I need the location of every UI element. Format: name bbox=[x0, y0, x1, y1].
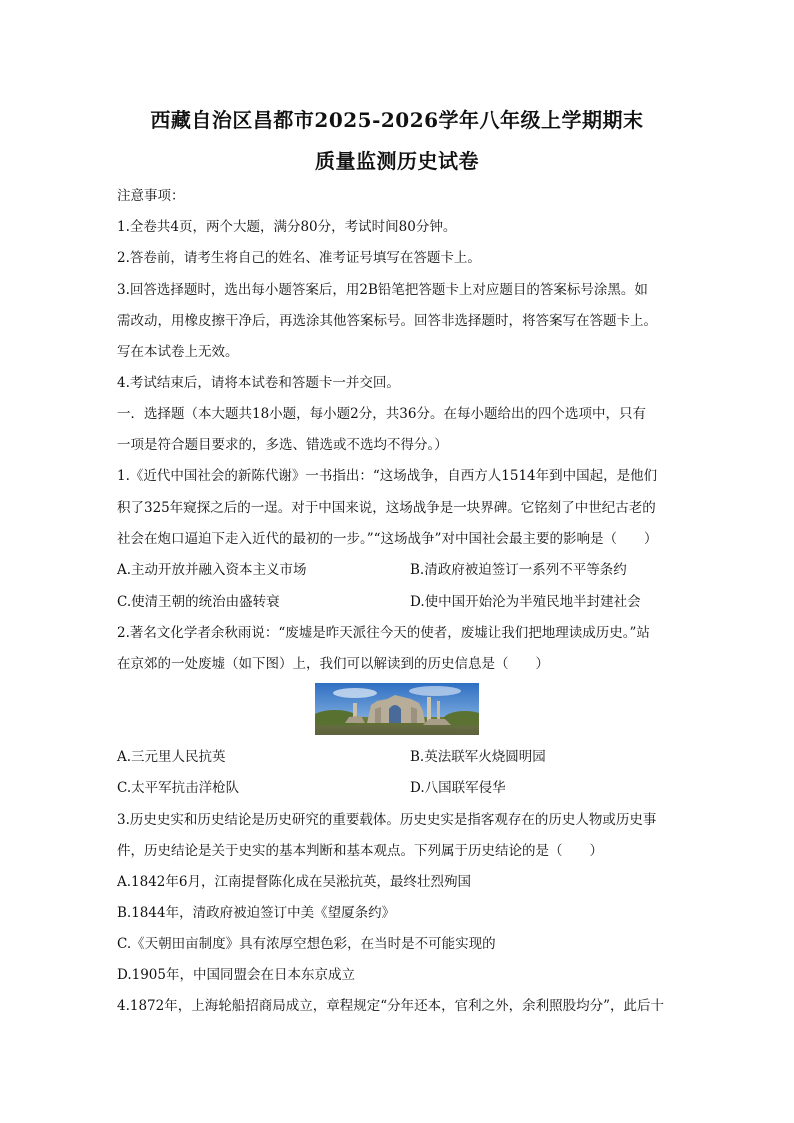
q1-option-d: D.使中国开始沦为半殖民地半封建社会 bbox=[410, 594, 641, 610]
note-3-line2: 需改动，用橡皮擦干净后，再选涂其他答案标号。回答非选择题时，将答案写在答题卡上。 bbox=[117, 313, 657, 329]
q3-stem-line2: 件，历史结论是关于史实的基本判断和基本观点。下列属于历史结论的是（ ） bbox=[117, 843, 603, 859]
exam-title-line2: 质量监测历史试卷 bbox=[315, 149, 479, 173]
section-1-heading-line1: 一．选择题（本大题共18小题，每小题2分，共36分。在每小题给出的四个选项中，只有 bbox=[117, 406, 646, 422]
q3-option-a: A.1842年6月，江南提督陈化成在吴淞抗英，最终壮烈殉国 bbox=[117, 874, 471, 890]
section-1-heading-line2: 一项是符合题目要求的，多选、错选或不选均不得分。） bbox=[117, 437, 448, 453]
q2-option-a: A.三元里人民抗英 bbox=[117, 749, 226, 765]
note-3-line3: 写在本试卷上无效。 bbox=[117, 344, 239, 360]
ruins-photo bbox=[315, 683, 479, 735]
q1-option-b: B.清政府被迫签订一系列不平等条约 bbox=[410, 562, 627, 578]
q3-option-d: D.1905年，中国同盟会在日本东京成立 bbox=[117, 967, 355, 983]
q3-option-b: B.1844年，清政府被迫签订中美《望厦条约》 bbox=[117, 905, 396, 921]
note-4: 4.考试结束后，请将本试卷和答题卡一并交回。 bbox=[117, 375, 400, 391]
q1-stem-line1: 1.《近代中国社会的新陈代谢》一书指出：“这场战争，自西方人1514年到中国起，是他们 bbox=[117, 468, 658, 484]
note-3-line1: 3.回答选择题时，选出每小题答案后，用2B铅笔把答题卡上对应题目的答案标号涂黑。如 bbox=[117, 282, 648, 298]
q4-stem-line1: 4.1872年，上海轮船招商局成立，章程规定“分年还本，官利之外，余利照股均分”，此后十 bbox=[117, 998, 665, 1014]
q2-option-d: D.八国联军侵华 bbox=[410, 780, 506, 796]
q1-stem-line3: 社会在炮口逼迫下走入近代的最初的一步。”“这场战争”对中国社会最主要的影响是（ ） bbox=[117, 531, 658, 547]
note-1: 1.全卷共4页，两个大题，满分80分，考试时间80分钟。 bbox=[117, 219, 457, 235]
q2-stem-line1: 2.著名文化学者余秋雨说：“废墟是昨天派往今天的使者，废墟让我们把地理读成历史。”站 bbox=[117, 625, 650, 641]
q1-stem-line2: 积了325年窥探之后的一逞。对于中国来说，这场战争是一块界碑。它铭刻了中世纪古老的 bbox=[117, 500, 656, 516]
q3-option-c: C.《天朝田亩制度》具有浓厚空想色彩，在当时是不可能实现的 bbox=[117, 936, 496, 952]
notes-heading: 注意事项： bbox=[117, 188, 185, 204]
exam-title-line1: 西藏自治区昌都市2025-2026学年八年级上学期期末 bbox=[150, 108, 644, 132]
note-2: 2.答卷前，请考生将自己的姓名、准考证号填写在答题卡上。 bbox=[117, 250, 481, 266]
q2-stem-line2: 在京郊的一处废墟（如下图）上，我们可以解读到的历史信息是（ ） bbox=[117, 656, 549, 672]
q3-stem-line1: 3.历史史实和历史结论是历史研究的重要载体。历史史实是指客观存在的历史人物或历史事 bbox=[117, 812, 657, 828]
q1-option-c: C.使清王朝的统治由盛转衰 bbox=[117, 594, 280, 610]
q2-option-b: B.英法联军火烧圆明园 bbox=[410, 749, 546, 765]
q1-option-a: A.主动开放并融入资本主义市场 bbox=[117, 562, 307, 578]
q2-option-c: C.太平军抗击洋枪队 bbox=[117, 780, 240, 796]
